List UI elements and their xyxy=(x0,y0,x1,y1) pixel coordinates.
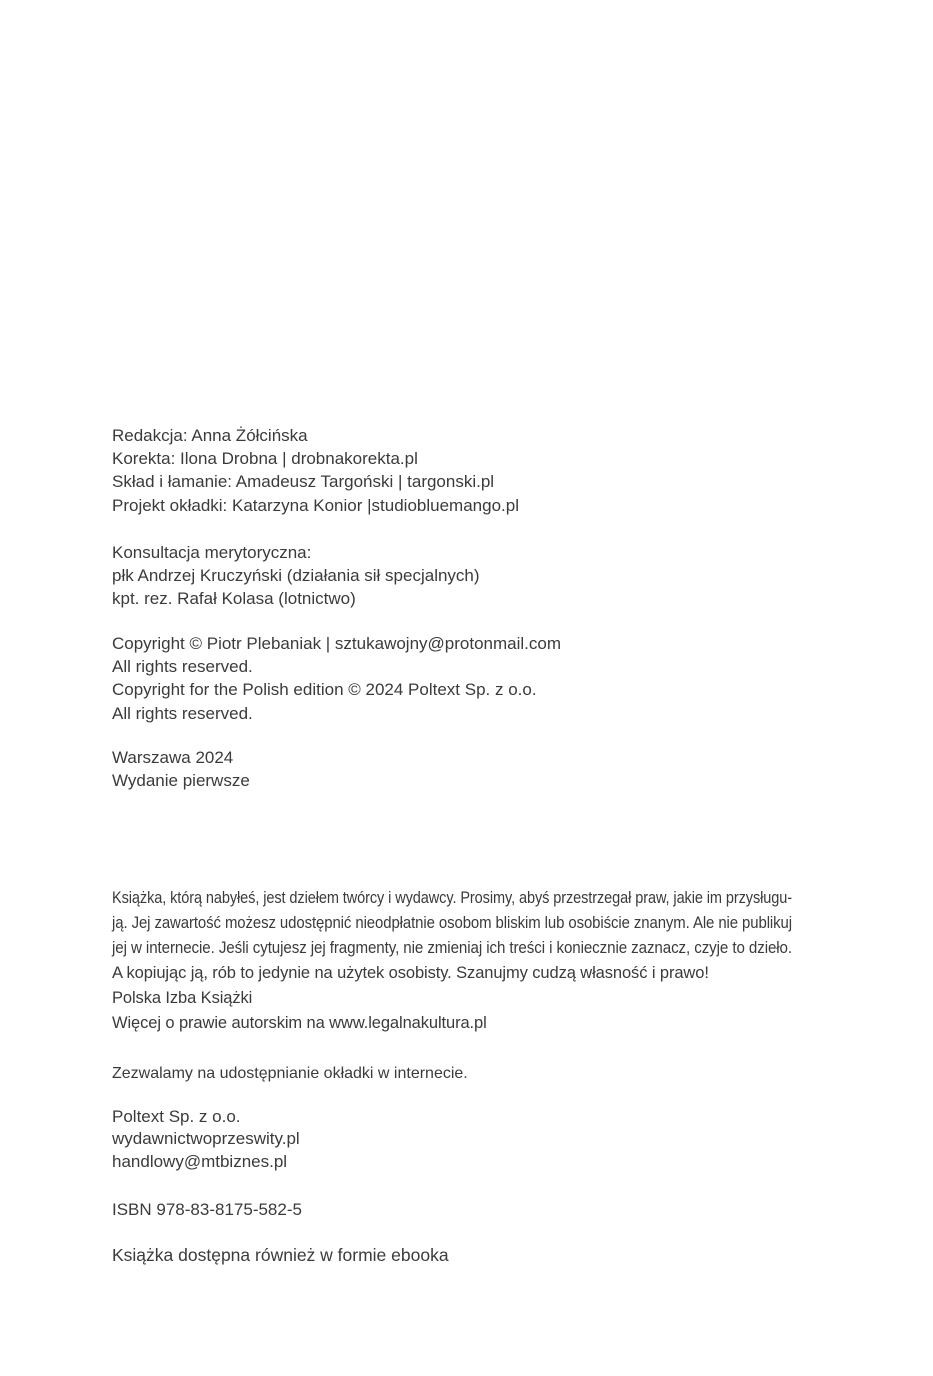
edition-line: Wydanie pierwsze xyxy=(112,771,250,791)
cover-permission-text: Zezwalamy na udostępnianie okładki w internecie. xyxy=(112,1065,468,1082)
consultation-line: kpt. rez. Rafał Kolasa (lotnictwo) xyxy=(112,589,356,609)
credits-line: Redakcja: Anna Żółcińska xyxy=(112,426,308,445)
legal-notice-line xyxy=(112,961,792,986)
publisher-line: wydawnictwoprzeswity.pl xyxy=(112,1129,300,1149)
copyright-line: Copyright for the Polish edition © 2024 Poltext Sp. z o.o. xyxy=(112,680,537,700)
legal-notice-line-text: Książka, którą nabyłeś, jest dziełem twórcy i wydawcy. Prosimy, abyś przestrzegał praw, jakie im przysługu- xyxy=(112,889,792,907)
ebook-note-text: Książka dostępna również w formie ebooka xyxy=(112,1245,449,1265)
publisher-line: Poltext Sp. z o.o. xyxy=(112,1107,241,1126)
legal-notice-line-text: jej w internecie. Jeśli cytujesz jej fragmenty, nie zmieniaj ich treści i koniecznie zaznacz, czyje to dzieło. xyxy=(112,939,792,957)
edition-line: Warszawa 2024 xyxy=(112,748,234,767)
legal-notice-block xyxy=(112,886,792,1036)
publisher-line: handlowy@mtbiznes.pl xyxy=(112,1151,288,1171)
copyright-block xyxy=(112,632,561,725)
copyright-line: All rights reserved. xyxy=(112,703,253,723)
edition-block xyxy=(112,746,250,792)
isbn-block xyxy=(112,1198,302,1221)
credits-line: Projekt okładki: Katarzyna Konior |studiobluemango.pl xyxy=(112,495,519,515)
legal-notice-line xyxy=(112,986,792,1011)
ebook-note-block xyxy=(112,1244,449,1267)
legal-notice-line xyxy=(112,936,792,961)
legal-notice-line xyxy=(112,1011,792,1036)
cover-permission-block xyxy=(112,1062,468,1085)
credits-line: Skład i łamanie: Amadeusz Targoński | targonski.pl xyxy=(112,472,495,492)
consultation-line: płk Andrzej Kruczyński (działania sił specjalnych) xyxy=(112,566,480,586)
legal-notice-line xyxy=(112,911,792,936)
legal-notice-line-text: Więcej o prawie autorskim na www.legalnakultura.pl xyxy=(112,1014,487,1032)
consultation-block xyxy=(112,541,480,611)
legal-notice-line xyxy=(112,886,792,911)
credits-block xyxy=(112,424,519,517)
copyright-line: Copyright © Piotr Plebaniak | sztukawojny@protonmail.com xyxy=(112,634,561,653)
credits-line: Korekta: Ilona Drobna | drobnakorekta.pl xyxy=(112,449,418,469)
publisher-block xyxy=(112,1106,300,1173)
legal-notice-line-text: Polska Izba Książki xyxy=(112,989,253,1007)
copyright-line: All rights reserved. xyxy=(112,657,253,677)
consultation-line: Konsultacja merytoryczna: xyxy=(112,543,312,562)
legal-notice-line-text: ją. Jej zawartość możesz udostępnić nieodpłatnie osobom bliskim lub osobiście znanym. Ale nie publikuj xyxy=(112,914,792,932)
legal-notice-line-text: A kopiując ją, rób to jedynie na użytek osobisty. Szanujmy cudzą własność i prawo! xyxy=(112,964,709,982)
isbn-text: ISBN 978-83-8175-582-5 xyxy=(112,1200,302,1219)
